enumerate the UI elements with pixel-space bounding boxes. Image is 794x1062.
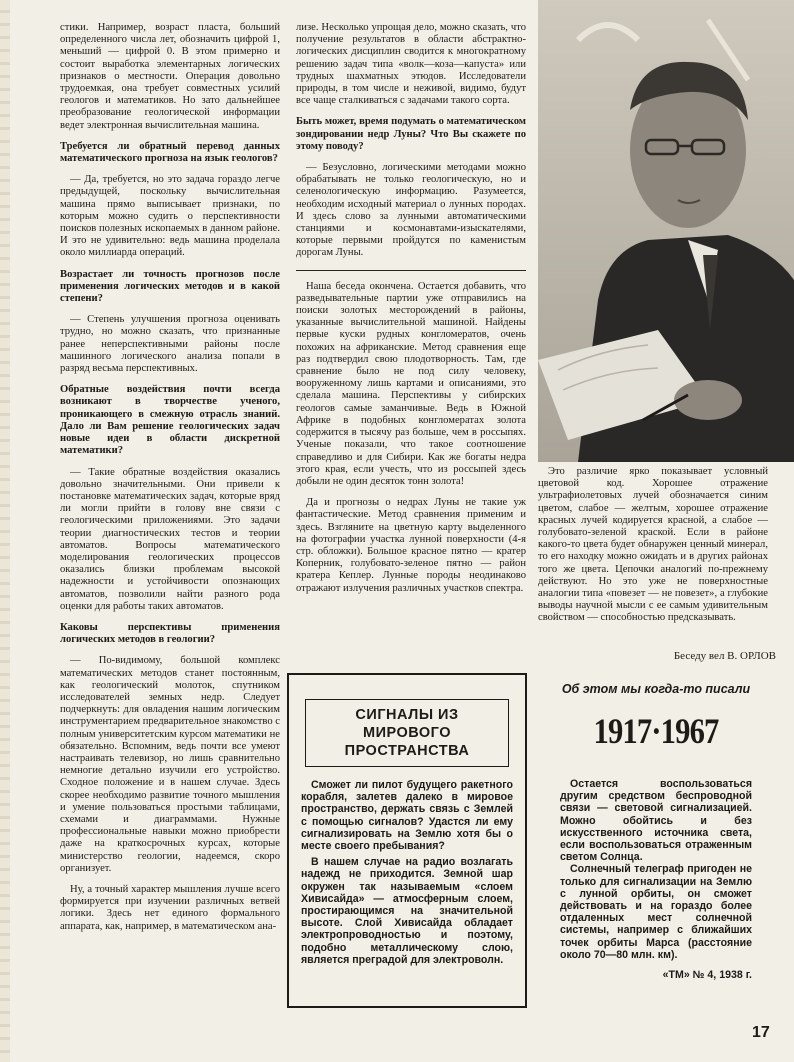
- archive-paragraph: Солнечный телеграф пригоден не только для сигнализации на Землю с лунной орбиты, он сможет действовать и на гораздо более отдаленных мест солнечной системы, например с ближайших точек орбиты Марса (расстояние около 70—80 млн. км).: [560, 863, 752, 961]
- archive-panel: [528, 682, 784, 982]
- column-2-bottom: [296, 281, 526, 595]
- column1-question: Обратные воздействия почти всегда возникают в творчестве ученого, проникающего в смежную отрасль знаний. Дало ли Вам решение геологических задач новые идеи в области дискретной математики?: [60, 384, 280, 457]
- anniversary-logo: [576, 706, 736, 756]
- section-divider: [296, 270, 526, 271]
- caption-text: Это различие ярко показывает условный цветовой код. Хорошее отражение ультрафиолетовых лучей обозначается синим цветом, слабое — желтым, хорошее отражение красных лучей кодируется красной, а слабое — голубовато-зеленой краской. Если в районе какого-то цвета будет обнаружен ценный минерал, то его находку можно ожидать и в других районах того же цвета. Цепочки аналогий по-прежнему действуют. Но это уже не поверхностные аналогии типа «повезет — не повезет», а глубокие выводы научной мысли с ее самым удивительным свойством — способностью предсказывать.: [538, 466, 768, 624]
- column2_bottom-paragraph: Да и прогнозы о недрах Луны не такие уж фантастические. Метод сравнения применим и здесь. Взгляните на цветную карту выделенного на фотографии участка лунной поверхности (4-я стр. обложки). Большое красное пятно — кратер Коперник, голубовато-зеленое пятно — район кратера Кеплер. Лунные породы неодинаково отражают излучения различных участков спектра.: [296, 497, 526, 594]
- archive-text: [560, 778, 752, 981]
- column1-question: Требуется ли обратный перевод данных математического прогноза на язык геологов?: [60, 140, 280, 165]
- article-column-1: [60, 22, 280, 1022]
- boxout-title: СИГНАЛЫ ИЗ МИРОВОГО ПРОСТРАНСТВА: [305, 699, 509, 767]
- signals-boxout: [287, 673, 527, 1008]
- boxout-paragraph: Сможет ли пилот будущего ракетного корабля, залетев далеко в мировое пространство, держать связь с Землей с помощью сигналов? Удастся ли ему сигнализировать на Землю хотя бы о месте своего пребывания?: [301, 779, 513, 853]
- boxout-paragraph: В нашем случае на радио возлагать надежд не приходится. Земной шар окружен так называемым «слоем Хивисайда» — атмосферным слоем, простирающимся на значительной высоте. Слой Хивисайда обладает электропроводностью и поэтому, подобно металлическому слою, является преградой для электроволн.: [301, 856, 513, 966]
- anniversary-years: 1917·1967: [593, 711, 719, 751]
- archive-source: «ТМ» № 4, 1938 г.: [662, 969, 752, 982]
- column2_top-paragraph: — Безусловно, логическими методами можно обрабатывать не только геологическую, но и селенологическую информацию. Разумеется, необходим исходный материал о лунных породах. И здесь слово за лунными автоматическими станциями и космонавтами-изыскателями, которые первыми пройдутся по каменистым дорогам Луны.: [296, 162, 526, 259]
- byline: Беседу вел В. ОРЛОВ: [673, 650, 776, 662]
- column1-paragraph: — По-видимому, большой комплекс математических методов станет постоянным, как геологический молоток, спутником исследователей земных недр. Следует подчеркнуть: для овладения нашим логическим инструментарием предварительное знакомство с полным университетским курсом математики не обязательно. Вспомним, ведь почти все умеют настраивать телевизор, но лишь сравнительно немногие детально изучили его устройство. Сходное положение и в нашем случае. Здесь скорее необходимо развитие точного мышления и умение пользоваться простыми таблицами, схемами и диаграммами. Нужные профессиональные навыки можно приобрести даже на краткосрочных курсах, которые министерство геологии, надеемся, скоро организует.: [60, 655, 280, 874]
- column1-paragraph: Ну, а точный характер мышления лучше всего формируется при изучении различных ветвей логики. Здесь нет единого формального аппарата, как, например, в математическом ана-: [60, 884, 280, 932]
- boxout-text: [301, 779, 513, 966]
- page-edge-strip: [0, 0, 10, 1062]
- column1-question: Возрастает ли точность прогнозов после применения логических методов и в какой степени?: [60, 268, 280, 305]
- archive-paragraph: Остается воспользоваться другим средством беспроводной связи — световой сигнализацией. Можно обойтись и без искусственного источника света, если воспользоваться отраженным светом Солнца.: [560, 778, 752, 864]
- photo-caption: [538, 466, 768, 662]
- column1-paragraph: — Степень улучшения прогноза оценивать трудно, но можно сказать, что признанные ранее неперспективными районы после машинного логического анализа попали в разряд весьма перспективных.: [60, 314, 280, 375]
- column1-question: Каковы перспективы применения логических методов в геологии?: [60, 621, 280, 646]
- portrait-photo: [538, 0, 794, 462]
- column2_bottom-paragraph: Наша беседа окончена. Остается добавить, что разведывательные партии уже отправились на поиски золотых месторождений в районы, указанные вычислительной машиной. Найдены первые куски рудных конгломератов, очень похожих на африканские. Метод сравнения еще раз подтвердил свою плодотворность. Там, где сравнение было не под силу человеку, вооруженному лишь картами и описаниями, это сделала машина. Перспективы у сибирских геологов самые заманчивые. Ведь в Южной Африке в подобных конгломератах золота содержится в тысячу раз больше, чем в россыпях. Ученые показали, что такое соотношение справедливо и для Сибири. Как же богаты недра этого края, если учесть, что из россыпей здесь добыли не один десяток тонн золота!: [296, 280, 526, 487]
- archive-heading: Об этом мы когда-то писали: [561, 682, 751, 696]
- column-2-top: [296, 22, 526, 260]
- article-column-2: [296, 22, 526, 662]
- column2_top-paragraph: лизе. Несколько упрощая дело, можно сказать, что получение результатов в области абстрактно-логических дисциплин сводится к многократному решению задач типа «волк—коза—капуста» или трудных шахматных этюдов. Исследователи природы, в том числе и неживой, видимо, будут все чаще сталкиваться с задачами такого сорта.: [296, 22, 526, 107]
- column1-paragraph: стики. Например, возраст пласта, больший определенного числа лет, обозначить цифрой 1, меньший — цифрой 0. В этом примерно и состоит выработка элементарных логических признаков о местности. Операция довольно трудоемкая, она требует совместных усилий геологов и математиков. Но зато дальнейшее преобразование геологической информации ведет электронная вычислительная машина.: [60, 22, 280, 131]
- page-number: 17: [752, 1024, 770, 1041]
- portrait-illustration: [538, 0, 794, 462]
- column1-paragraph: — Да, требуется, но это задача гораздо легче предыдущей, поскольку вычислительная машина прямо выписывает признаки, по которым можно судить о перспективности поисков полезных ископаемых в данном районе. И это не удивительно: ведь машина проделала около миллиарда операций.: [60, 174, 280, 259]
- column2_top-question: Быть может, время подумать о математическом зондировании недр Луны? Что Вы скажете по этому поводу?: [296, 116, 526, 152]
- column1-paragraph: — Такие обратные воздействия оказались довольно значительными. Они привели к постановке математических задач, которые вряд ли могли прийти в голову вне связи с геологическими приложениями. Это задачи теории диагностических тестов и теории автоматов. Вопросы математического моделирования геологических процессов оказались близки проблемам высокой надежности и устойчивости опознающих автоматов, позволили найти разного рода оценки для работы таких автоматов.: [60, 466, 280, 612]
